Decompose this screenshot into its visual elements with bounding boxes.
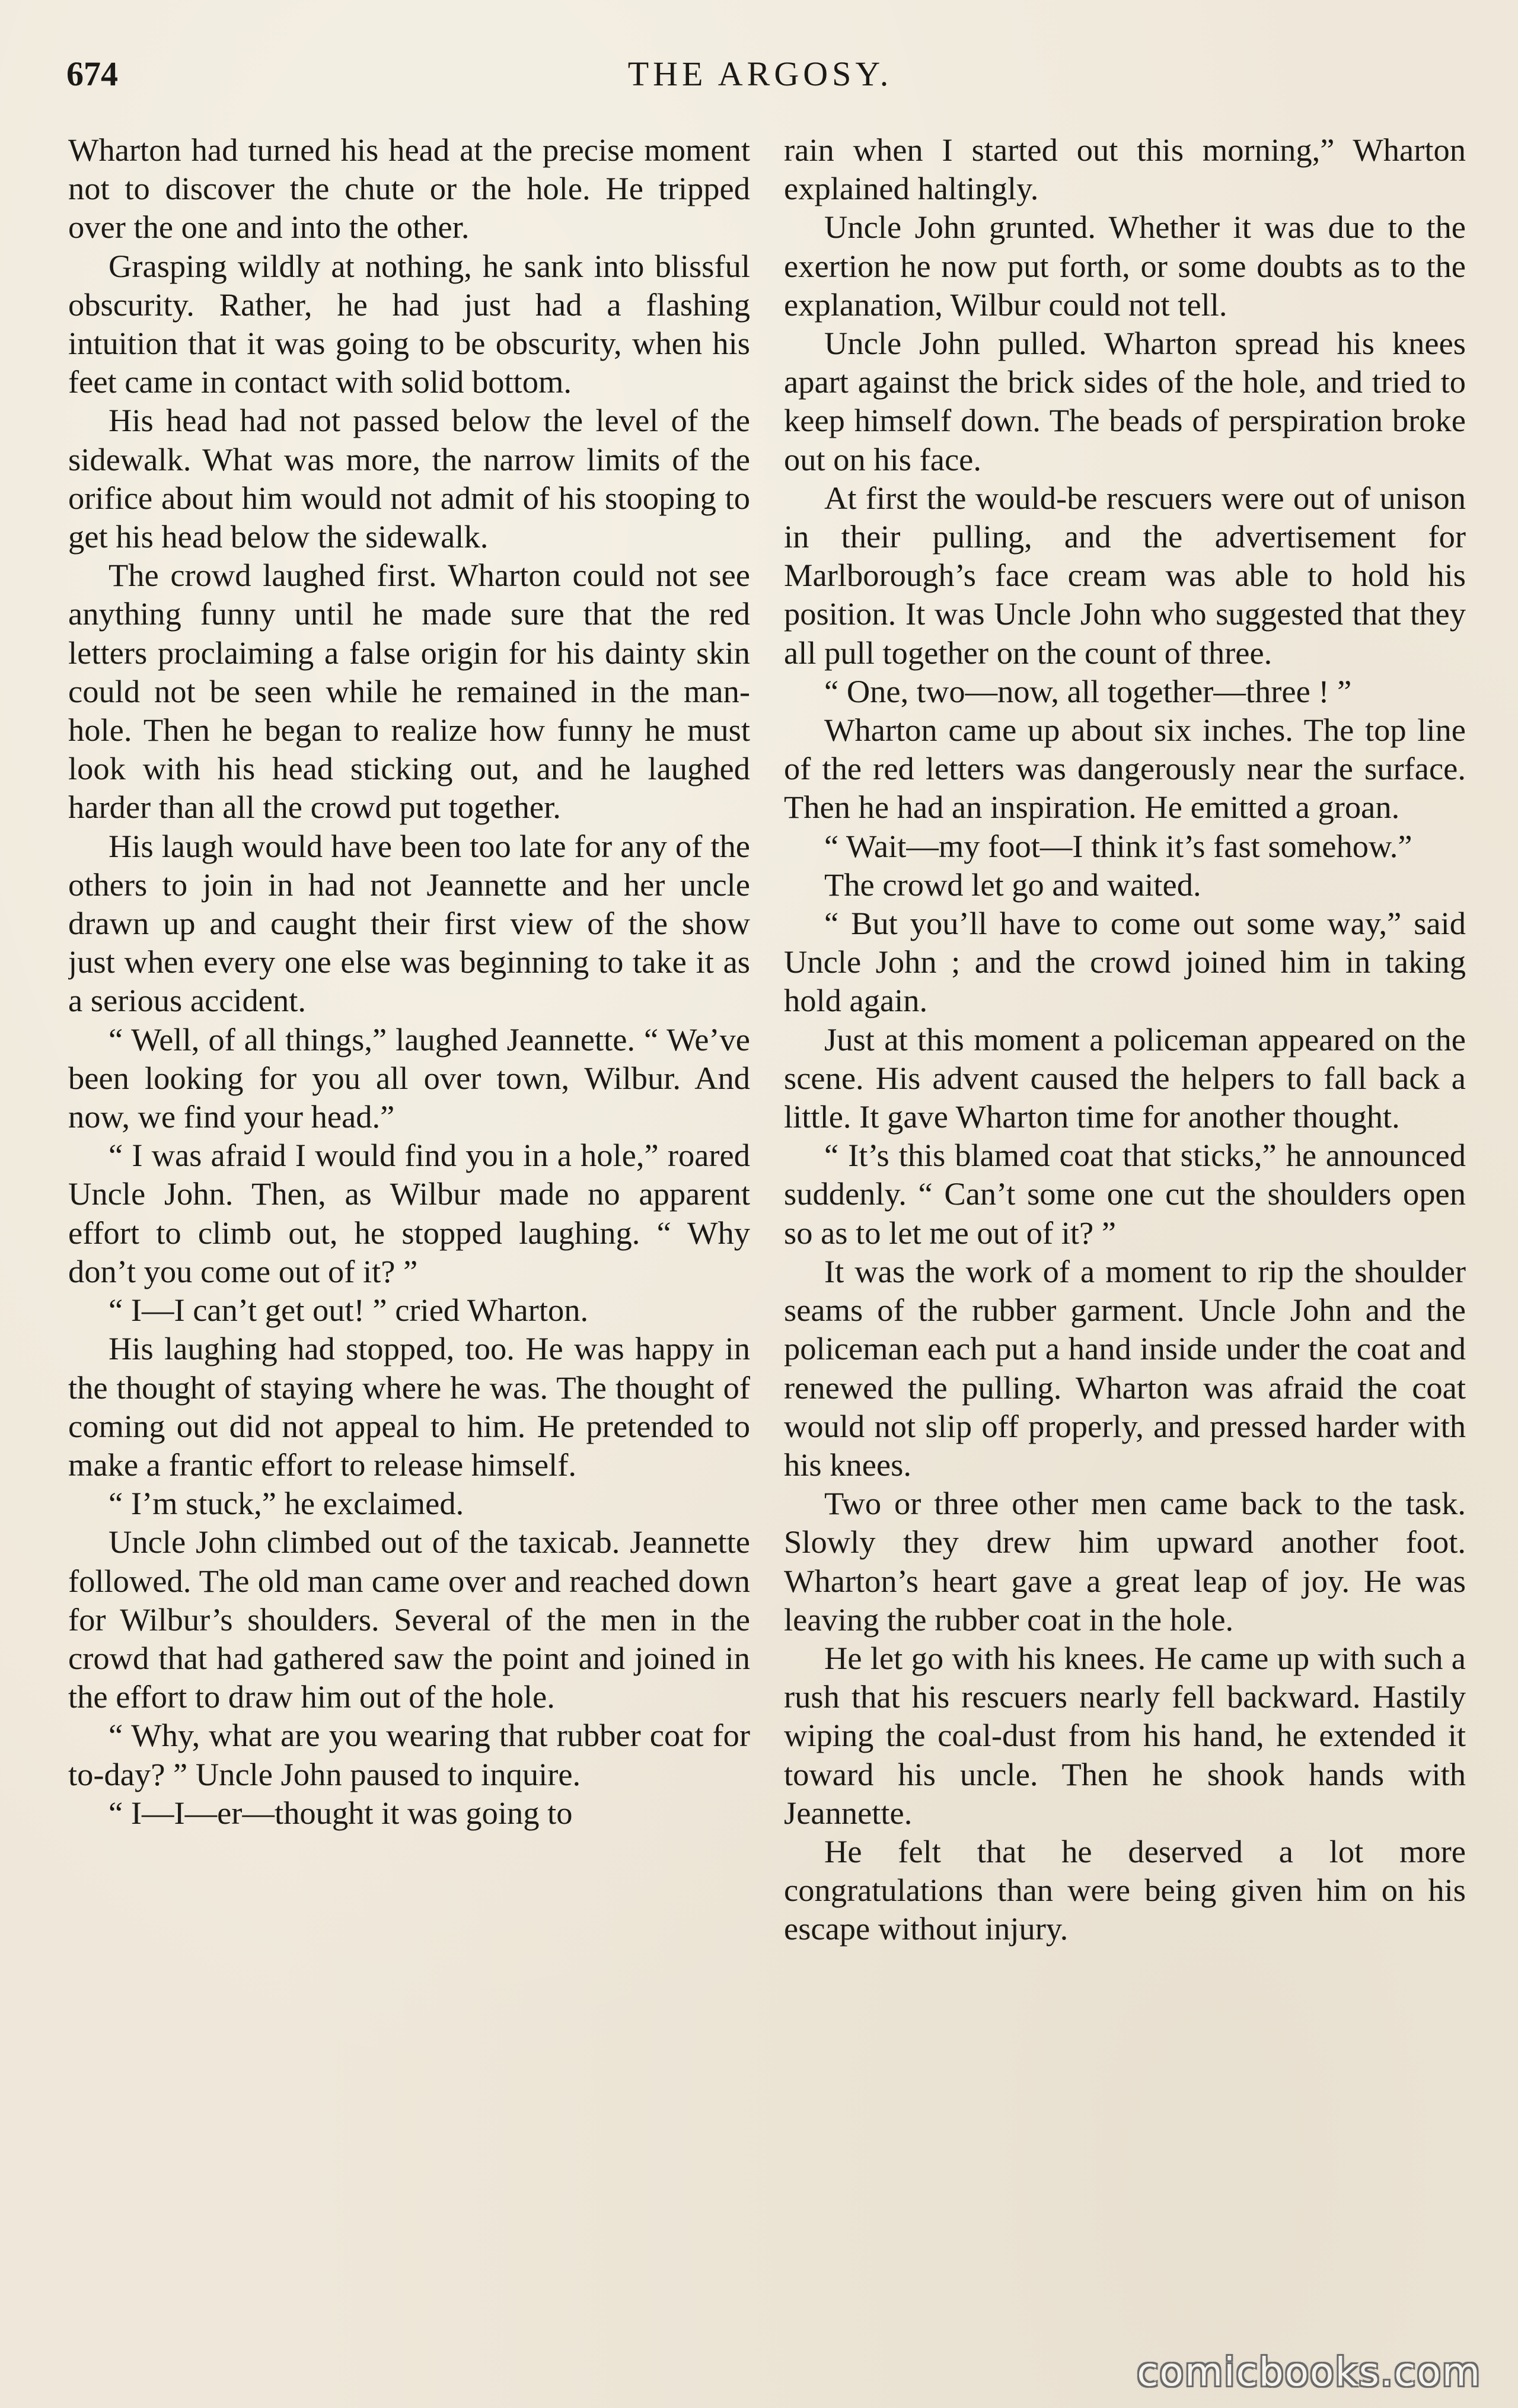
- paragraph: “ I—I can’t get out! ” cried Wharton.: [109, 1292, 589, 1329]
- paragraph-continuation: rain when I started out this morning,” Wharton explained haltingly.: [784, 132, 1466, 207]
- paragraph: Uncle John grunted. Whether it was due to the exertion he now put forth, or some doubts as to the explanation, Wilbur could not tell.: [784, 209, 1466, 323]
- paragraph: Uncle John pulled. Wharton spread his knees apart against the brick sides of the hole, and tried to keep himself down. The beads of perspiration broke out on his face.: [784, 325, 1466, 477]
- paragraph: The crowd laughed first. Wharton could not see anything funny until he made sure that the red letters proclaiming a false origin for his dainty skin could not be seen while he remained in the man-hole. Then he began to realize how funny he must look with his head sticking out, and he laughed harder than all the crowd put together.: [68, 557, 750, 826]
- paragraph: “ I’m stuck,” he exclaimed.: [109, 1485, 464, 1522]
- paragraph: At first the would-be rescuers were out of unison in their pulling, and the advertisement for Marlborough’s face cream was able to hold his position. It was Uncle John who suggested that they all pull together on the count of three.: [784, 479, 1466, 671]
- paragraph: His head had not passed below the level of the sidewalk. What was more, the narrow limits of the orifice about him would not admit of his stooping to get his head below the sidewalk.: [68, 402, 750, 555]
- running-title: THE ARGOSY.: [627, 55, 893, 93]
- paragraph: “ I was afraid I would find you in a hole,” roared Uncle John. Then, as Wilbur made no apparent effort to climb out, he stopped laughing. “ Why don’t you come out of it? ”: [68, 1137, 750, 1289]
- paragraph: “ One, two—now, all together—three ! ”: [824, 673, 1352, 709]
- paragraph: “ But you’ll have to come out some way,” said Uncle John ; and the crowd joined him in taking hold again.: [784, 905, 1466, 1019]
- paragraph: Wharton came up about six inches. The top line of the red letters was dangerously near the surface. Then he had an inspiration. He emitted a groan.: [784, 712, 1466, 826]
- site-watermark: comicbooks.com: [1137, 2349, 1481, 2395]
- paragraph: “ Wait—my foot—I think it’s fast somehow.”: [824, 827, 1412, 864]
- paragraph: Just at this moment a policeman appeared on the scene. His advent caused the helpers to fall back a little. It gave Wharton time for another thought.: [784, 1021, 1466, 1135]
- paragraph: Grasping wildly at nothing, he sank into blissful obscurity. Rather, he had just had a flashing intuition that it was going to be obscurity, when his feet came in contact with solid bottom.: [68, 247, 750, 400]
- paragraph: Two or three other men came back to the task. Slowly they drew him upward another foot. Wharton’s heart gave a great leap of joy. He was leaving the rubber coat in the hole.: [784, 1485, 1466, 1638]
- paragraph: He let go with his knees. He came up with such a rush that his rescuers nearly fell backward. Hastily wiping the coal-dust from his hand, he extended it toward his uncle. Then he shook hands with Jeannette.: [784, 1639, 1466, 1831]
- paragraph: His laughing had stopped, too. He was happy in the thought of staying where he was. The thought of coming out did not appeal to him. He pretended to make a frantic effort to release himself.: [68, 1330, 750, 1483]
- paragraph: His laugh would have been too late for any of the others to join in had not Jeannette and her uncle drawn up and caught their first view of the show just when every one else was beginning to take it as a serious accident.: [68, 827, 750, 1019]
- paragraph: “ Well, of all things,” laughed Jeannette. “ We’ve been looking for you all over town, Wilbur. And now, we find your head.”: [68, 1021, 750, 1135]
- page-header: [66, 50, 1454, 98]
- paragraph: Wharton had turned his head at the precise moment not to discover the chute or the hole. He tripped over the one and into the other.: [68, 132, 750, 246]
- paragraph: He felt that he deserved a lot more congratulations than were being given him on his escape without injury.: [784, 1833, 1466, 1947]
- left-column: [68, 130, 750, 2337]
- page-number: 674: [66, 55, 118, 93]
- paragraph: Uncle John climbed out of the taxicab. Jeannette followed. The old man came over and reached down for Wilbur’s shoulders. Several of the men in the crowd that had gathered saw the point and joined in the effort to draw him out of the hole.: [68, 1524, 750, 1715]
- paragraph: “ Why, what are you wearing that rubber coat for to-day? ” Uncle John paused to inquire.: [68, 1717, 750, 1792]
- paragraph: “ I—I—er—thought it was going to: [109, 1794, 573, 1831]
- right-column: [784, 130, 1466, 2337]
- paragraph: The crowd let go and waited.: [824, 866, 1201, 903]
- paragraph: “ It’s this blamed coat that sticks,” he announced suddenly. “ Can’t some one cut the shoulders open so as to let me out of it? ”: [784, 1137, 1466, 1251]
- paragraph: It was the work of a moment to rip the shoulder seams of the rubber garment. Uncle John and the policeman each put a hand inside under the coat and renewed the pulling. Wharton was afraid the coat would not slip off properly, and pressed harder with his knees.: [784, 1253, 1466, 1483]
